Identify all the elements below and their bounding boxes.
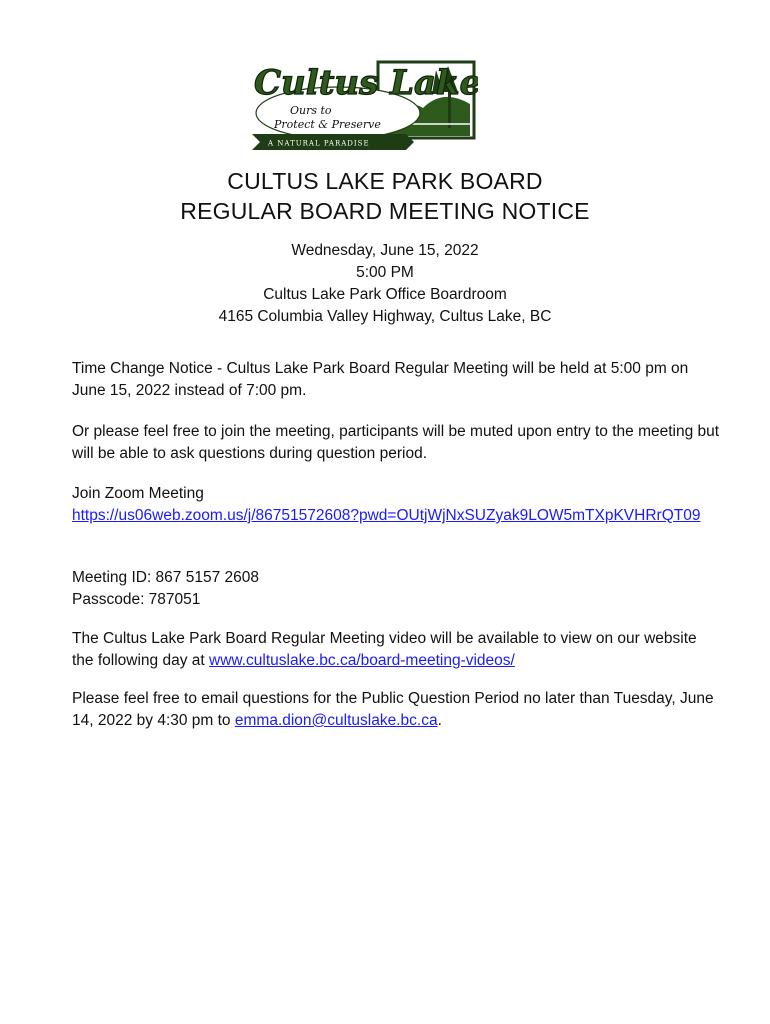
meeting-id: Meeting ID: 867 5157 2608: [72, 569, 259, 586]
email-notice: [72, 688, 722, 732]
board-videos-link[interactable]: www.cultuslake.bc.ca/board-meeting-videos/: [209, 652, 515, 669]
notice-title-line1: CULTUS LAKE PARK BOARD: [227, 168, 543, 194]
logo-tagline-1: Ours to: [290, 104, 332, 117]
video-text: The Cultus Lake Park Board Regular Meeting video will be available to view on our website the following day at: [72, 630, 697, 669]
time-change-notice: Time Change Notice - Cultus Lake Park Board Regular Meeting will be held at 5:00 pm on June 15, 2022 instead of 7:00 pm.: [72, 360, 689, 399]
meeting-info: [0, 240, 770, 328]
zoom-section: [72, 483, 722, 527]
email-text: Please feel free to email questions for the Public Question Period no later than Tuesday, June 14, 2022 by 4:30 pm to: [72, 690, 714, 729]
join-note: Or please feel free to join the meeting, participants will be muted upon entry to the meeting but will be able to ask questions during question period.: [72, 423, 720, 462]
zoom-meeting-link[interactable]: https://us06web.zoom.us/j/86751572608?pwd=OUtjWjNxSUZyak9LOW5mTXpKVHRrQT09: [72, 507, 701, 524]
logo-brand-text: Cultus Lake: [254, 63, 478, 103]
logo-tagline-2: Protect & Preserve: [274, 118, 381, 131]
email-link[interactable]: emma.dion@cultuslake.bc.ca: [234, 712, 438, 729]
zoom-label: Join Zoom Meeting: [72, 485, 204, 502]
notice-title-line2: REGULAR BOARD MEETING NOTICE: [180, 198, 590, 224]
video-notice: [72, 628, 722, 672]
meeting-time: 5:00 PM: [356, 264, 414, 281]
meeting-date: Wednesday, June 15, 2022: [291, 242, 479, 259]
logo-banner-text: A NATURAL PARADISE: [268, 139, 370, 148]
cultus-lake-logo: [248, 58, 478, 150]
meeting-address: 4165 Columbia Valley Highway, Cultus Lake, BC: [218, 308, 552, 325]
meeting-passcode: Passcode: 787051: [72, 591, 201, 608]
logo-graphic: [248, 58, 478, 150]
meeting-credentials: [72, 567, 722, 611]
meeting-location: Cultus Lake Park Office Boardroom: [263, 286, 507, 303]
email-end: .: [437, 712, 442, 729]
